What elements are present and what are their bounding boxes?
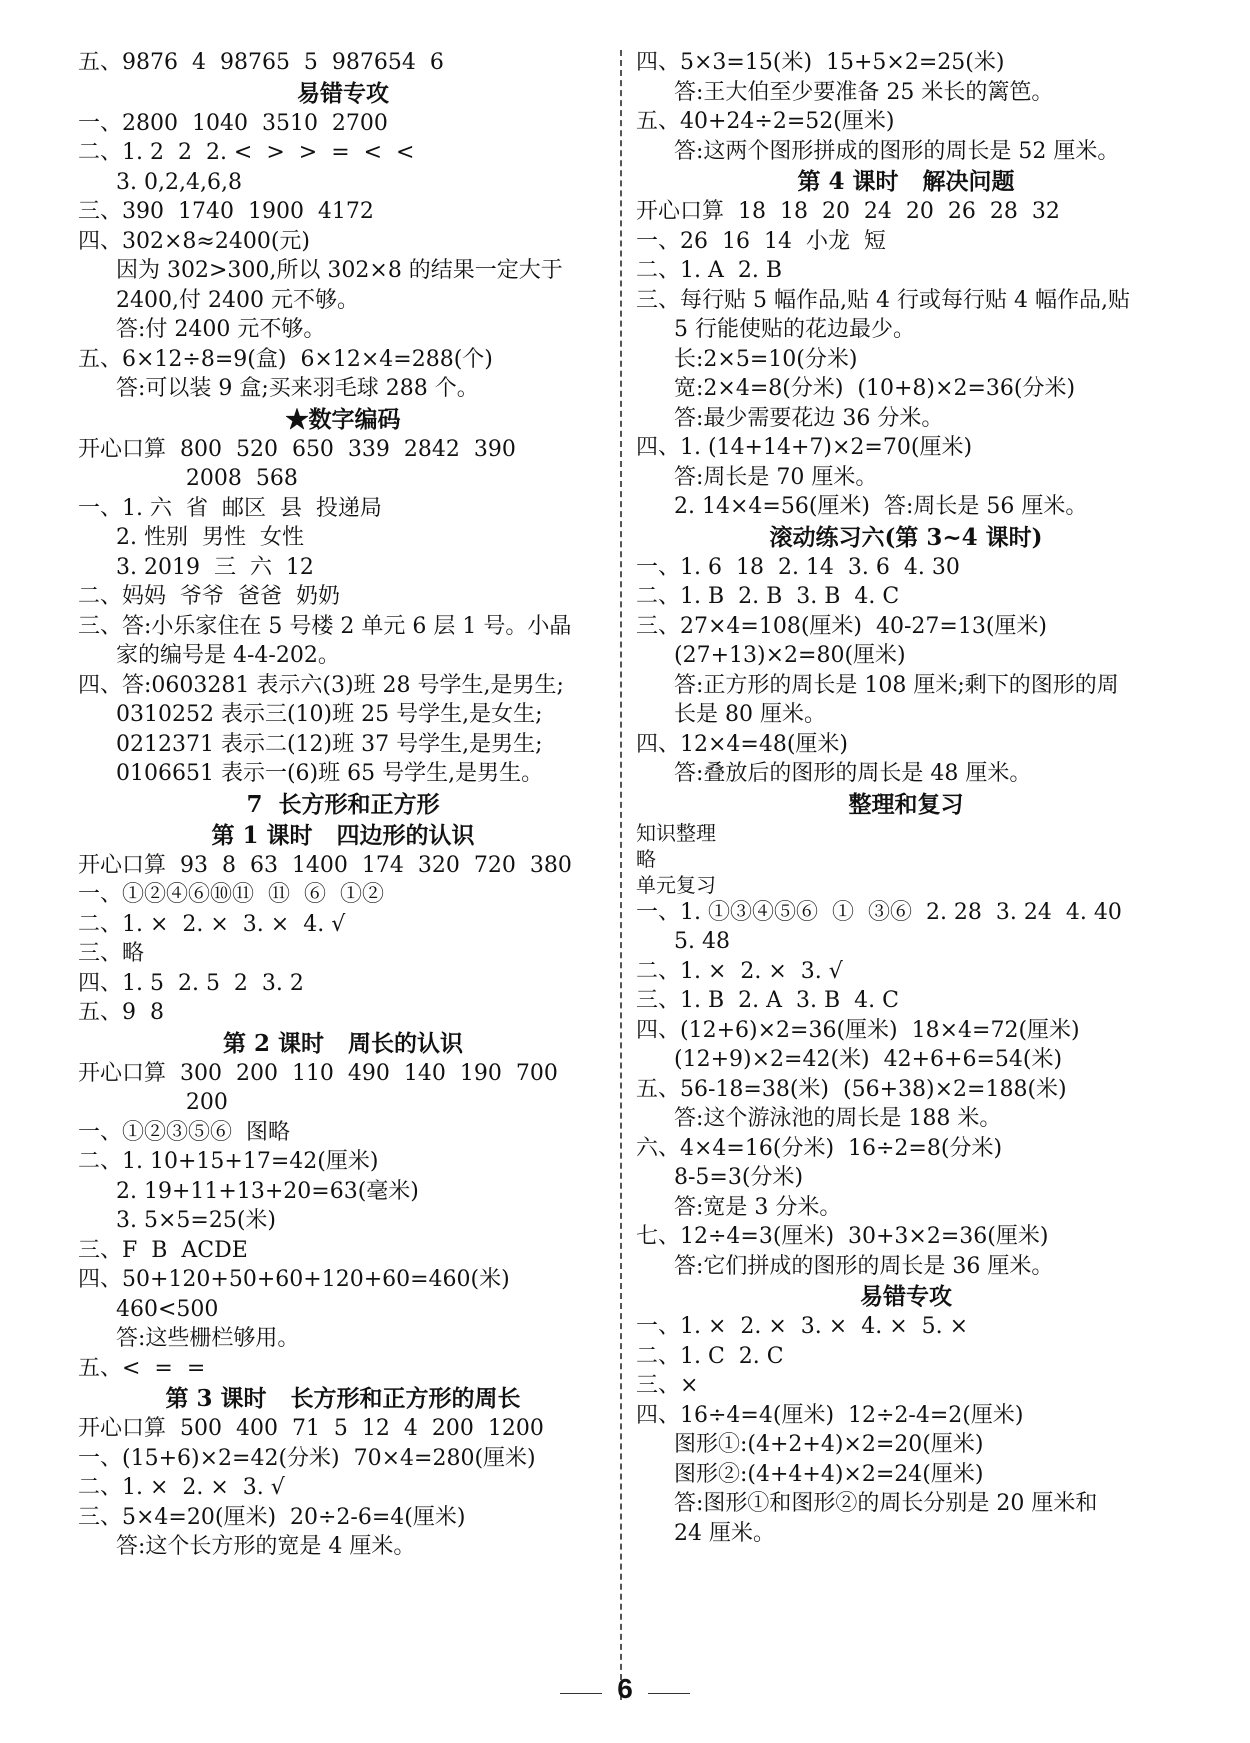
answer-line: 三、略 xyxy=(78,941,145,966)
answer-line-continued: 200 xyxy=(116,1090,228,1115)
page-number: 6 xyxy=(617,1673,633,1704)
answer-line: 四、5×3=15(米) 15+5×2=25(米) xyxy=(636,50,1005,75)
answer-line-continued: 3. 5×5=25(米) xyxy=(116,1208,277,1233)
answer-line: 三、F B ACDE xyxy=(78,1237,248,1263)
section-heading: 整理和复习 xyxy=(848,790,964,818)
answer-line: 一、2800 1040 3510 2700 xyxy=(78,110,388,136)
answer-line-continued: 0212371 表示二(12)班 37 号学生,是男生; xyxy=(116,731,543,757)
answer-line: 二、1. C 2. C xyxy=(636,1343,784,1369)
section-heading: 第 3 课时 长方形和正方形的周长 xyxy=(165,1385,521,1412)
section-heading: 第 2 课时 周长的认识 xyxy=(222,1029,464,1057)
answer-line: 一、①②④⑥⑩⑪ ⑪ ⑥ ①② xyxy=(78,882,384,907)
answer-line: 七、12÷4=3(厘米) 30+3×2=36(厘米) xyxy=(636,1224,1049,1249)
answer-line-continued: 家的编号是 4-4-202。 xyxy=(116,643,340,668)
answer-line: 三、390 1740 1900 4172 xyxy=(78,199,374,224)
answer-line: 二、1. 2 2 2. < > > = < < xyxy=(78,140,415,165)
answer-line: 开心口算 800 520 650 339 2842 390 xyxy=(78,436,516,462)
answer-line: 一、1. × 2. × 3. × 4. × 5. × xyxy=(636,1314,969,1339)
answer-line-continued: 答:可以装 9 盒;买来羽毛球 288 个。 xyxy=(116,376,479,401)
answer-line: 开心口算 93 8 63 1400 174 320 720 380 xyxy=(78,852,572,878)
answer-line-continued: 答:这个游泳池的周长是 188 米。 xyxy=(674,1106,1002,1131)
answer-line-continued: 3. 2019 三 六 12 xyxy=(116,554,314,580)
column-divider xyxy=(620,50,622,1700)
answer-line-continued: 2. 14×4=56(厘米) 答:周长是 56 厘米。 xyxy=(674,494,1088,519)
answer-line-continued: 答:付 2400 元不够。 xyxy=(116,317,326,342)
answer-line: 二、1. A 2. B xyxy=(636,258,783,283)
section-heading: ★数字编码 xyxy=(285,405,401,433)
answer-line: 开心口算 300 200 110 490 140 190 700 xyxy=(78,1060,558,1086)
section-heading: 7 长方形和正方形 xyxy=(246,790,440,818)
answer-line-continued: 答:这两个图形拼成的图形的周长是 52 厘米。 xyxy=(674,138,1120,164)
footer-rule-right xyxy=(648,1693,690,1694)
answer-line: 五、40+24÷2=52(厘米) xyxy=(636,109,895,134)
answer-line-continued: 答:最少需要花边 36 分米。 xyxy=(674,405,944,431)
answer-line-continued: 2008 568 xyxy=(116,466,298,491)
answer-line-continued: 答:这些栅栏够用。 xyxy=(116,1326,300,1351)
answer-line-continued: 3. 0,2,4,6,8 xyxy=(116,169,242,195)
answer-line: 三、1. B 2. A 3. B 4. C xyxy=(636,988,899,1013)
answer-line-continued: 460<500 xyxy=(116,1296,219,1322)
answer-line: 二、1. × 2. × 3. √ xyxy=(78,1475,285,1500)
answer-line: 四、(12+6)×2=36(厘米) 18×4=72(厘米) xyxy=(636,1017,1080,1043)
answer-line-continued: 答:正方形的周长是 108 厘米;剩下的图形的周 xyxy=(674,672,1119,698)
subsection-label: 略 xyxy=(636,846,656,871)
answer-line: 四、1. (14+14+7)×2=70(厘米) xyxy=(636,435,973,460)
answer-line-continued: 答:这个长方形的宽是 4 厘米。 xyxy=(116,1534,416,1559)
answer-line: 三、答:小乐家住在 5 号楼 2 单元 6 层 1 号。小晶 xyxy=(78,613,572,639)
answer-line-continued: 长:2×5=10(分米) xyxy=(674,346,858,372)
subsection-label: 单元复习 xyxy=(636,872,716,897)
section-heading: 滚动练习六(第 3~4 课时) xyxy=(769,523,1043,551)
answer-line-continued: 长是 80 厘米。 xyxy=(674,702,826,727)
answer-line-continued: 8-5=3(分米) xyxy=(674,1165,804,1190)
answer-line-continued: 答:图形①和图形②的周长分别是 20 厘米和 xyxy=(674,1491,1098,1516)
answer-line: 四、16÷4=4(厘米) 12÷2-4=2(厘米) xyxy=(636,1402,1024,1428)
answer-line: 三、× xyxy=(636,1373,699,1398)
footer-rule-left xyxy=(560,1693,602,1694)
answer-line-continued: 0310252 表示三(10)班 25 号学生,是女生; xyxy=(116,702,543,727)
answer-line: 四、1. 5 2. 5 2 3. 2 xyxy=(78,970,304,996)
answer-line: 一、1. 六 省 邮区 县 投递局 xyxy=(78,495,382,521)
answer-line: 二、1. × 2. × 3. √ xyxy=(636,958,843,984)
answer-line: 五、9 8 xyxy=(78,1000,164,1025)
left-column xyxy=(78,48,608,1562)
answer-line: 五、9876 4 98765 5 987654 6 xyxy=(78,50,444,75)
answer-line: 三、27×4=108(厘米) 40-27=13(厘米) xyxy=(636,613,1048,639)
answer-line-continued: 图形②:(4+4+4)×2=24(厘米) xyxy=(674,1461,984,1487)
section-heading: 易错专攻 xyxy=(297,79,389,107)
answer-line: 二、妈妈 爷爷 爸爸 奶奶 xyxy=(78,584,340,609)
answer-line-continued: 2400,付 2400 元不够。 xyxy=(116,287,359,313)
answer-line-continued: 因为 302>300,所以 302×8 的结果一定大于 xyxy=(116,258,563,283)
section-heading: 第 1 课时 四边形的认识 xyxy=(211,821,475,849)
answer-line-continued: (27+13)×2=80(厘米) xyxy=(674,643,906,668)
answer-line-continued: 答:它们拼成的图形的周长是 36 厘米。 xyxy=(674,1253,1054,1279)
answer-line-continued: 图形①:(4+2+4)×2=20(厘米) xyxy=(674,1432,984,1457)
answer-line: 一、1. 6 18 2. 14 3. 6 4. 30 xyxy=(636,554,960,580)
right-column xyxy=(636,48,1176,1548)
answer-line: 四、12×4=48(厘米) xyxy=(636,731,849,757)
answer-line-continued: 0106651 表示一(6)班 65 号学生,是男生。 xyxy=(116,761,544,786)
answer-line: 五、6×12÷8=9(盒) 6×12×4=288(个) xyxy=(78,346,493,372)
answer-line: 开心口算 500 400 71 5 12 4 200 1200 xyxy=(78,1416,544,1441)
answer-line: 二、1. × 2. × 3. × 4. √ xyxy=(78,911,346,937)
answer-line-continued: (12+9)×2=42(米) 42+6+6=54(米) xyxy=(674,1047,1063,1072)
answer-line: 四、50+120+50+60+120+60=460(米) xyxy=(78,1267,510,1292)
answer-line-continued: 2. 19+11+13+20=63(毫米) xyxy=(116,1178,419,1204)
answer-line: 一、①②③⑤⑥ 图略 xyxy=(78,1119,290,1145)
answer-line: 开心口算 18 18 20 24 20 26 28 32 xyxy=(636,199,1060,224)
answer-line: 五、56-18=38(米) (56+38)×2=188(米) xyxy=(636,1076,1067,1102)
answer-line: 三、5×4=20(厘米) 20÷2-6=4(厘米) xyxy=(78,1504,466,1530)
answer-line-continued: 答:宽是 3 分米。 xyxy=(674,1194,842,1220)
answer-line: 一、(15+6)×2=42(分米) 70×4=280(厘米) xyxy=(78,1445,536,1471)
answer-line: 一、26 16 14 小龙 短 xyxy=(636,228,886,254)
answer-line-continued: 答:叠放后的图形的周长是 48 厘米。 xyxy=(674,761,1032,786)
answer-line-continued: 5 行能使贴的花边最少。 xyxy=(674,317,915,342)
answer-line: 二、1. B 2. B 3. B 4. C xyxy=(636,584,900,609)
answer-line: 三、每行贴 5 幅作品,贴 4 行或每行贴 4 幅作品,贴 xyxy=(636,287,1130,313)
answer-line: 五、< = = xyxy=(78,1355,206,1381)
answer-line-continued: 2. 性别 男性 女性 xyxy=(116,525,304,550)
section-heading: 易错专攻 xyxy=(860,1283,952,1310)
answer-line: 二、1. 10+15+17=42(厘米) xyxy=(78,1149,379,1174)
answer-line: 四、答:0603281 表示六(3)班 28 号学生,是男生; xyxy=(78,672,564,698)
answer-line-continued: 答:王大伯至少要准备 25 米长的篱笆。 xyxy=(674,79,1054,105)
answer-line: 六、4×4=16(分米) 16÷2=8(分米) xyxy=(636,1135,1003,1161)
answer-line-continued: 5. 48 xyxy=(674,929,730,954)
answer-line-continued: 答:周长是 70 厘米。 xyxy=(674,464,878,490)
section-heading: 第 4 课时 解决问题 xyxy=(797,168,1015,195)
answer-line: 四、302×8≈2400(元) xyxy=(78,228,311,254)
subsection-label: 知识整理 xyxy=(636,820,716,845)
page-footer xyxy=(0,1673,1250,1705)
answer-line: 一、1. ①③④⑤⑥ ① ③⑥ 2. 28 3. 24 4. 40 xyxy=(636,899,1122,925)
answer-line-continued: 宽:2×4=8(分米) (10+8)×2=36(分米) xyxy=(674,376,1076,401)
answer-line-continued: 24 厘米。 xyxy=(674,1520,775,1546)
